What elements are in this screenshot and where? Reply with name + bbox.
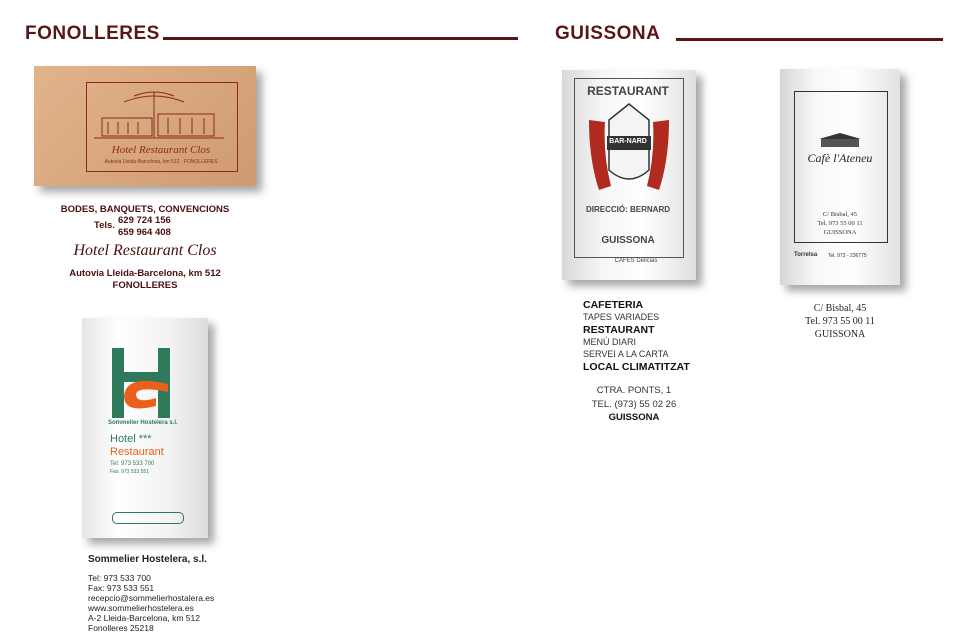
ateneu-building-icon bbox=[817, 131, 863, 149]
sommelier-email: recepcio@sommelierhostalera.es bbox=[88, 593, 215, 603]
barnard-town: GUISSONA bbox=[608, 412, 660, 423]
sommelier-name: Sommelier Hostelera, s.l. bbox=[88, 554, 207, 565]
packet-tel-ateneu: Tel. 973 55 00 11 bbox=[817, 220, 863, 227]
sugar-packet-sommelier bbox=[82, 318, 208, 538]
packet-town-barnard: GUISSONA bbox=[601, 235, 655, 246]
ateneu-tel: Tel. 973 55 00 11 bbox=[805, 316, 875, 327]
clos-tels-label: Tels. bbox=[94, 220, 115, 231]
sommelier-fax: Fax: 973 533 551 bbox=[88, 583, 155, 593]
barnard-sign-illustration bbox=[579, 100, 679, 200]
sugar-packet-barnard bbox=[562, 70, 696, 280]
sommelier-address: A-2 Lleida-Barcelona, km 512 bbox=[88, 613, 200, 623]
barnard-line-menu: MENÚ DIARI bbox=[583, 337, 637, 347]
clos-name: Hotel Restaurant Clos bbox=[73, 242, 217, 259]
packet-address-clos: Autovia Lleida-Barcelona, km 512 · FONOLLERES bbox=[104, 159, 218, 165]
sommelier-web: www.sommelierhostelera.es bbox=[88, 603, 194, 613]
sugar-packet-ateneu bbox=[780, 69, 900, 285]
sommelier-town: Fonolleres 25218 bbox=[88, 623, 154, 633]
clos-town: FONOLLERES bbox=[112, 280, 178, 291]
ateneu-town: GUISSONA bbox=[814, 329, 866, 340]
section-rule-fonolleres bbox=[163, 37, 518, 40]
packet-brand-tel-ateneu: Tel. 973 - 236775 bbox=[828, 253, 867, 259]
packet-company-sommelier: Sommelier Hostelera s.l. bbox=[108, 420, 178, 426]
hotel-building-illustration bbox=[94, 88, 224, 144]
packet-direction-barnard: DIRECCIÓ: BERNARD bbox=[586, 205, 670, 214]
barnard-line-servei: SERVEI A LA CARTA bbox=[583, 349, 669, 359]
packet-sign-barnard: BAR-NARD bbox=[609, 138, 647, 145]
section-rule-guissona bbox=[676, 38, 943, 41]
barnard-line-cafeteria: CAFETERIA bbox=[583, 299, 644, 311]
clos-phone-1: 629 724 156 bbox=[118, 215, 171, 226]
barnard-tel: TEL. (973) 55 02 26 bbox=[591, 399, 677, 410]
packet-name-ateneu: Cafè l'Ateneu bbox=[807, 151, 873, 165]
packet-tel-sommelier: Tel: 973 533 700 bbox=[110, 461, 155, 467]
packet-brand-barnard: CAFES Délicias bbox=[614, 258, 658, 264]
packet-fax-sommelier: Fax: 973 533 551 bbox=[110, 469, 149, 475]
barnard-line-restaurant: RESTAURANT bbox=[583, 324, 655, 336]
packet-brand-ateneu: Torrelsa bbox=[794, 252, 818, 258]
ateneu-address: C/ Bisbal, 45 bbox=[813, 303, 867, 314]
clos-address: Autovia Lleida-Barcelona, km 512 bbox=[69, 268, 221, 279]
packet-town-ateneu: GUISSONA bbox=[823, 229, 857, 236]
section-title-guissona: GUISSONA bbox=[555, 23, 661, 44]
barnard-line-tapes: TAPES VARIADES bbox=[583, 312, 660, 322]
sugar-packet-clos bbox=[34, 66, 256, 186]
clos-services: BODES, BANQUETS, CONVENCIONS bbox=[60, 204, 230, 215]
barnard-line-local: LOCAL CLIMATITZAT bbox=[583, 361, 690, 373]
packet-title-clos: Hotel Restaurant Clos bbox=[111, 144, 211, 156]
clos-phone-2: 659 964 408 bbox=[118, 227, 171, 238]
section-title-fonolleres: FONOLLERES bbox=[25, 23, 160, 44]
packet-restaurant-sommelier: Restaurant bbox=[110, 446, 164, 458]
packet-hotel-sommelier: Hotel *** bbox=[110, 433, 152, 445]
barnard-address: CTRA. PONTS, 1 bbox=[596, 385, 672, 396]
sommelier-logo-icon bbox=[106, 344, 186, 424]
sommelier-tel: Tel: 973 533 700 bbox=[88, 573, 151, 583]
packet-top-barnard: RESTAURANT bbox=[587, 84, 669, 98]
packet-footer-band bbox=[112, 512, 184, 524]
packet-address-ateneu: C/ Bisbal, 45 bbox=[822, 211, 858, 218]
